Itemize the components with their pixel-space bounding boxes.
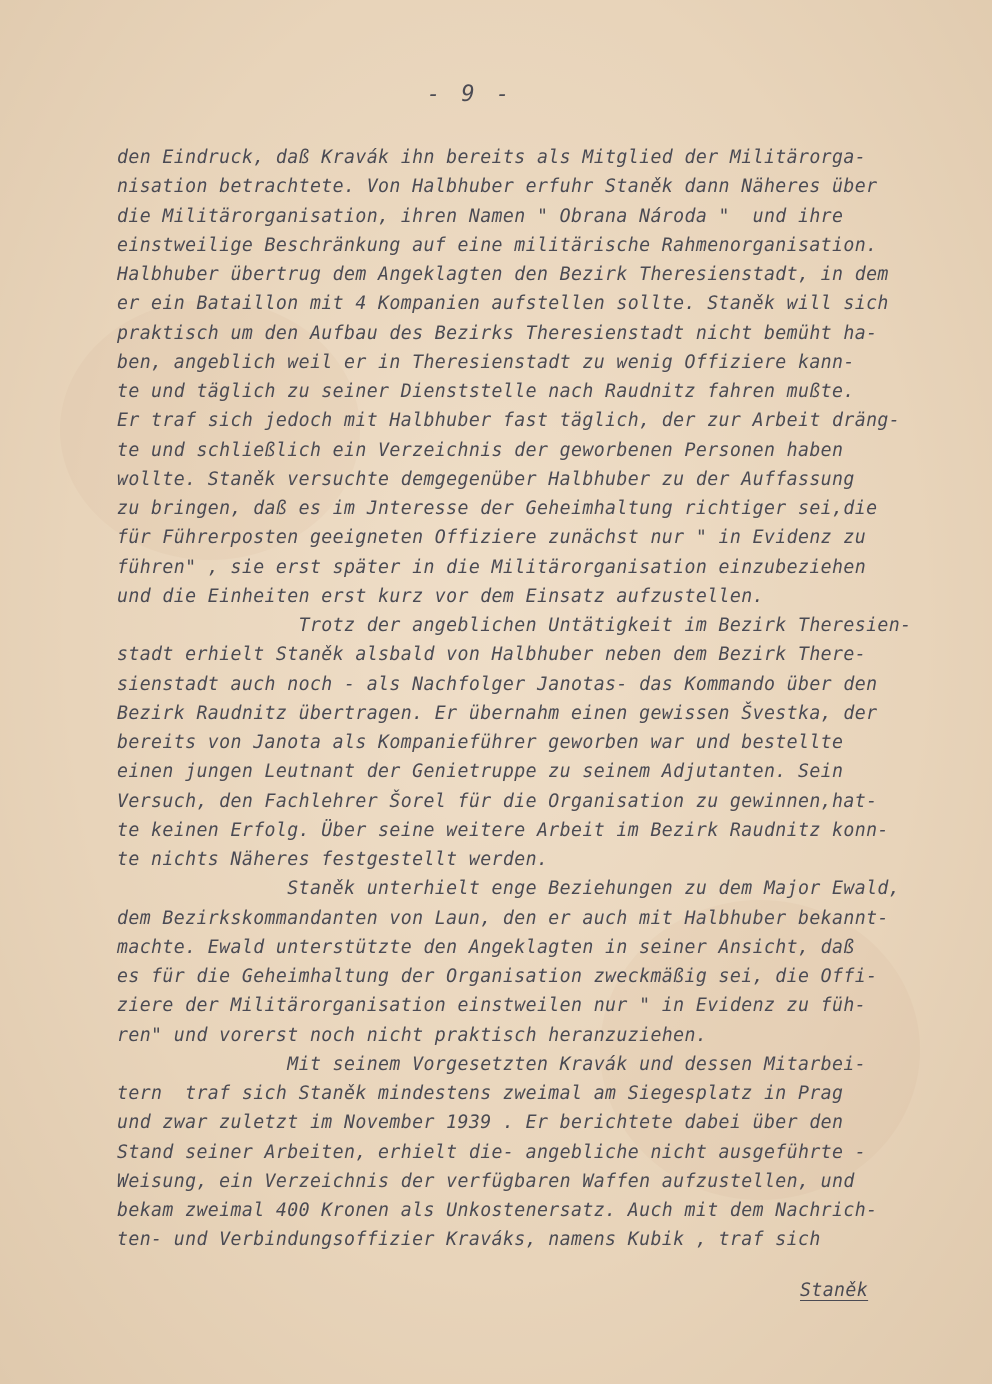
text-line: ziere der Militärorganisation einstweilen nur " in Evidenz zu füh- [117,995,867,1017]
text-line: führen" , sie erst später in die Militärorganisation einzubeziehen [117,556,867,578]
text-line: praktisch um den Aufbau des Bezirks Theresienstadt nicht bemüht ha- [117,322,878,344]
text-line: stadt erhielt Staněk alsbald von Halbhuber neben dem Bezirk There- [117,644,867,666]
text-line: Staněk unterhielt enge Beziehungen zu dem Major Ewald, [117,878,901,900]
text-line: sienstadt auch noch - als Nachfolger Janotas- das Kommando über den [117,673,878,695]
text-line: bekam zweimal 400 Kronen als Unkostenersatz. Auch mit dem Nachrich- [117,1200,878,1221]
text-line: bereits von Janota als Kompanieführer geworben war und bestellte [117,732,844,753]
text-line: zu bringen, daß es im Jnteresse der Geheimhaltung richtiger sei,die [117,498,878,519]
text-line: ben, angeblich weil er in Theresienstadt zu wenig Offiziere kann- [117,351,855,373]
text-line: te nichts Näheres festgestellt werden. [117,849,549,870]
text-line: tern traf sich Staněk mindestens zweimal am Siegesplatz in Prag [117,1083,844,1104]
text-line: dem Bezirkskommandanten von Laun, den er auch mit Halbhuber bekannt- [117,907,889,929]
text-line: te und täglich zu seiner Dienststelle nach Raudnitz fahren mußte. [117,381,855,402]
text-line: ren" und vorerst noch nicht praktisch heranzuziehen. [117,1024,708,1046]
text-line: te und schließlich ein Verzeichnis der geworbenen Personen haben [117,439,844,461]
text-line: Halbhuber übertrug dem Angeklagten den Bezirk Theresienstadt, in dem [117,264,889,285]
text-line: Trotz der angeblichen Untätigkeit im Bezirk Theresien- [117,615,912,636]
body-text [117,143,947,1255]
text-line: Stand seiner Arbeiten, erhielt die- angebliche nicht ausgeführte - [117,1141,867,1163]
text-line: und die Einheiten erst kurz vor dem Einsatz aufzustellen. [117,585,764,607]
text-line: nisation betrachtete. Von Halbhuber erfuhr Staněk dann Näheres über [117,176,878,198]
text-line: Bezirk Raudnitz übertragen. Er übernahm einen gewissen Švestka, der [117,702,878,724]
text-line: einstweilige Beschränkung auf eine militärische Rahmenorganisation. [117,234,878,256]
page-number: - 9 - [426,82,514,107]
text-line: den Eindruck, daß Kravák ihn bereits als Mitglied der Militärorga- [117,147,867,168]
text-line: Versuch, den Fachlehrer Šorel für die Organisation zu gewinnen,hat- [117,790,878,812]
text-line: Er traf sich jedoch mit Halbhuber fast täglich, der zur Arbeit dräng- [117,410,901,432]
text-line: einen jungen Leutnant der Genietruppe zu seinem Adjutanten. Sein [117,761,844,783]
text-line: te keinen Erfolg. Über seine weitere Arbeit im Bezirk Raudnitz konn- [117,819,889,841]
text-line: Mit seinem Vorgesetzten Kravák und dessen Mitarbei- [117,1053,867,1075]
catchword: Staněk [800,1280,869,1301]
text-line: wollte. Staněk versuchte demgegenüber Halbhuber zu der Auffassung [117,468,855,490]
text-line: die Militärorganisation, ihren Namen " Obrana Národa " und ihre [117,205,844,227]
text-line: ten- und Verbindungsoffizier Kraváks, namens Kubik , traf sich [117,1229,821,1251]
text-line: es für die Geheimhaltung der Organisation zweckmäßig sei, die Offi- [117,966,878,987]
text-line: und zwar zuletzt im November 1939 . Er berichtete dabei über den [117,1112,844,1134]
text-line: er ein Bataillon mit 4 Kompanien aufstellen sollte. Staněk will sich [117,293,889,315]
text-line: Weisung, ein Verzeichnis der verfügbaren Waffen aufzustellen, und [117,1170,855,1192]
text-line: machte. Ewald unterstützte den Angeklagten in seiner Ansicht, daß [117,936,855,958]
text-line: für Führerposten geeigneten Offiziere zunächst nur " in Evidenz zu [117,527,867,549]
